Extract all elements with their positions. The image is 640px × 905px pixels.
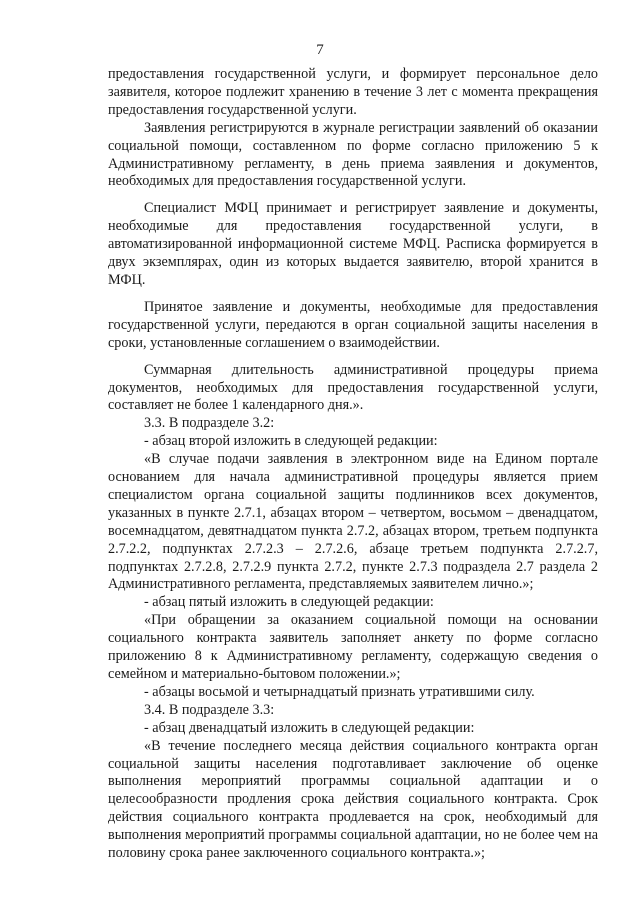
page-number: 7	[316, 42, 324, 58]
paragraph-electronic-application: «В случае подачи заявления в электронном виде на Едином портале основанием для начала административной процедуры является прием специалистом органа социальной защиты подлинников всех документов, указанных в пункте 2.7.1, абзацах втором – четвертом, восьмом – двенадцатом, восемнадцатом, девятнадцатом пункта 2.7.2, абзацах втором, третьем подпункта 2.7.2.2, подпунктах 2.7.2.3 – 2.7.2.6, абзаце третьем подпункта 2.7.2.7, подпунктах 2.7.2.8, 2.7.2.9 пункта 2.7.2, пункте 2.7.3 подраздела 2.7 раздела 2 Административного регламента, представляемых заявителем лично.»;	[108, 451, 598, 593]
paragraph-mfc-specialist: Специалист МФЦ принимает и регистрирует заявление и документы, необходимые для предоставления государственной услуги, в автоматизированной информационной системе МФЦ. Расписка формируется в двух экземплярах, один из которых выдается заявителю, второй хранится в МФЦ.	[108, 200, 598, 288]
paragraph-instruction-second: - абзац второй изложить в следующей редакции:	[144, 433, 438, 450]
paragraph-social-contract-form: «При обращении за оказанием социальной помощи на основании социального контракта заявитель заполняет анкету по форме согласно приложению 8 к Административному регламенту, содержащую сведения о семейном и материально-бытовом положении.»;	[108, 612, 598, 682]
section-heading-3-4: 3.4. В подразделе 3.3:	[144, 701, 275, 718]
document-body	[108, 66, 598, 863]
section-heading-3-3: 3.3. В подразделе 3.2:	[144, 415, 275, 432]
paragraph-repeal: - абзацы восьмой и четырнадцатый признать утратившими силу.	[144, 683, 535, 700]
paragraph-registration-journal: Заявления регистрируются в журнале регистрации заявлений об оказании социальной помощи, составленном по форме согласно приложению 5 к Административному регламенту, в день приема заявления и документов, необходимых для предоставления государственной услуги.	[108, 119, 598, 190]
paragraph-continuation: предоставления государственной услуги, и формирует персональное дело заявителя, которое подлежит хранению в течение 3 лет с момента прекращения предоставления государственной услуги.	[108, 66, 598, 118]
paragraph-contract-extension: «В течение последнего месяца действия социального контракта орган социальной защиты населения подготавливает заключение об оценке выполнения мероприятий программы социальной адаптации и о целесообразности продления срока действия социального контракта. Срок действия социального контракта продлевается на срок, необходимый для выполнения мероприятий программы социальной адаптации, но не более чем на половину срока ранее заключенного социального контракта.»;	[108, 737, 598, 862]
paragraph-procedure-duration: Суммарная длительность административной процедуры приема документов, необходимых для предоставления государственной услуги, составляет не более 1 календарного дня.».	[108, 361, 598, 414]
paragraph-instruction-fifth: - абзац пятый изложить в следующей редакции:	[144, 594, 434, 611]
paragraph-documents-transfer: Принятое заявление и документы, необходимые для предоставления государственной услуги, передаются в орган социальной защиты населения в сроки, установленные соглашением о взаимодействии.	[108, 298, 598, 351]
paragraph-instruction-twelfth: - абзац двенадцатый изложить в следующей редакции:	[144, 719, 475, 736]
